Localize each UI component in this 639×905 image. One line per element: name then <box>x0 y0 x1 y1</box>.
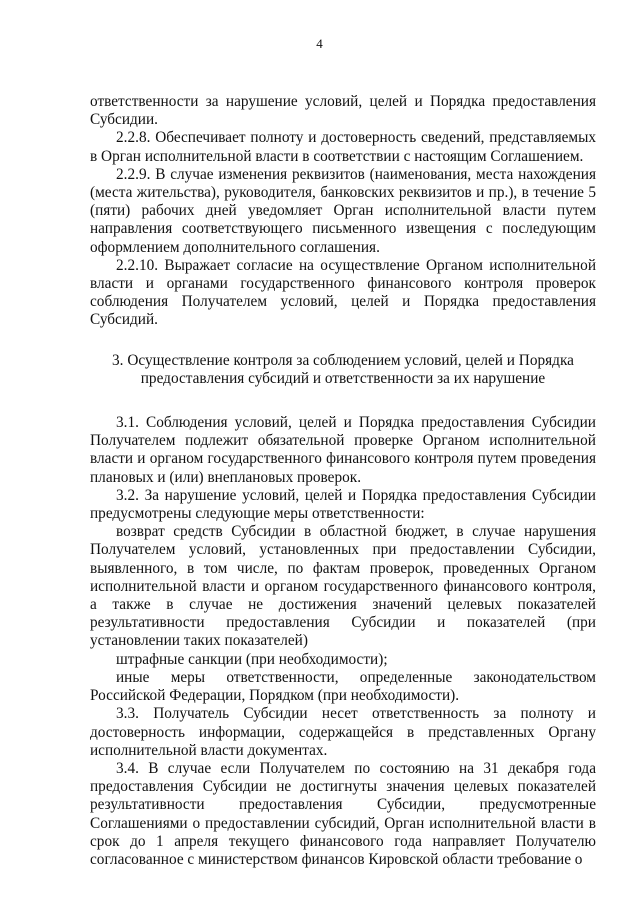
page-number: 4 <box>316 36 323 51</box>
paragraph-3-4: 3.4. В случае если Получателем по состоянию на 31 декабря года предоставления Субсидии не достигнуты значения целевых показателей результативности предоставления Субсидии, предусмотренные Соглашениями о предоставлении субсидий, Орган исполнительной власти в срок до 1 апреля текущего финансового года направляет Получателю согласованное с министерством финансов Кировской области требование о <box>90 759 596 868</box>
list-item-penalties: штрафные санкции (при необходимости); <box>116 650 388 668</box>
paragraph-3-3: 3.3. Получатель Субсидии несет ответственность за полноту и достоверность информации, содержащейся в представленных Органу исполнительной власти документах. <box>90 705 596 759</box>
paragraph-2-2-9: 2.2.9. В случае изменения реквизитов (наименования, места нахождения (места жительства), руководителя, банковских реквизитов и пр.), в течение 5 (пяти) рабочих дней уведомляет Орган исполнительной власти путем направления соответствующего письменного извещения с последующим оформлением дополнительного соглашения. <box>90 165 596 256</box>
section-heading: 3. Осуществление контроля за соблюдением условий, целей и Порядка предоставления субсидий и ответственности за их нарушение <box>112 351 574 387</box>
document-body <box>90 93 596 869</box>
list-item-return-funds: возврат средств Субсидии в областной бюджет, в случае нарушения Получателем условий, установленных при предоставлении Субсидии, выявленного, в том числе, по фактам проверок, проведенных Органом исполнительной власти и органом государственного финансового контроля, а также в случае не достижения значений целевых показателей результативности предоставления Субсидии и показателей (при установлении таких показателей) <box>90 523 596 650</box>
list-item-other-measures: иные меры ответственности, определенные законодательством Российской Федерации, Порядком (при необходимости). <box>90 668 596 705</box>
paragraph-2-2-8: 2.2.8. Обеспечивает полноту и достоверность сведений, представляемых в Орган исполнительной власти в соответствии с настоящим Соглашением. <box>90 129 596 165</box>
paragraph-2-2-10: 2.2.10. Выражает согласие на осуществление Органом исполнительной власти и органами государственного финансового контроля проверок соблюдения Получателем условий, целей и Порядка предоставления Субсидий. <box>90 256 596 329</box>
paragraph-3-1: 3.1. Соблюдения условий, целей и Порядка предоставления Субсидии Получателем подлежит обязательной проверке Органом исполнительной власти и органом государственного финансового контроля путем проведения плановых и (или) внеплановых проверок. <box>90 414 596 486</box>
paragraph-continuation: ответственности за нарушение условий, целей и Порядка предоставления Субсидии. <box>90 93 596 129</box>
paragraph-3-2: 3.2. За нарушение условий, целей и Порядка предоставления Субсидии предусмотрены следующие меры ответственности: <box>90 486 596 523</box>
